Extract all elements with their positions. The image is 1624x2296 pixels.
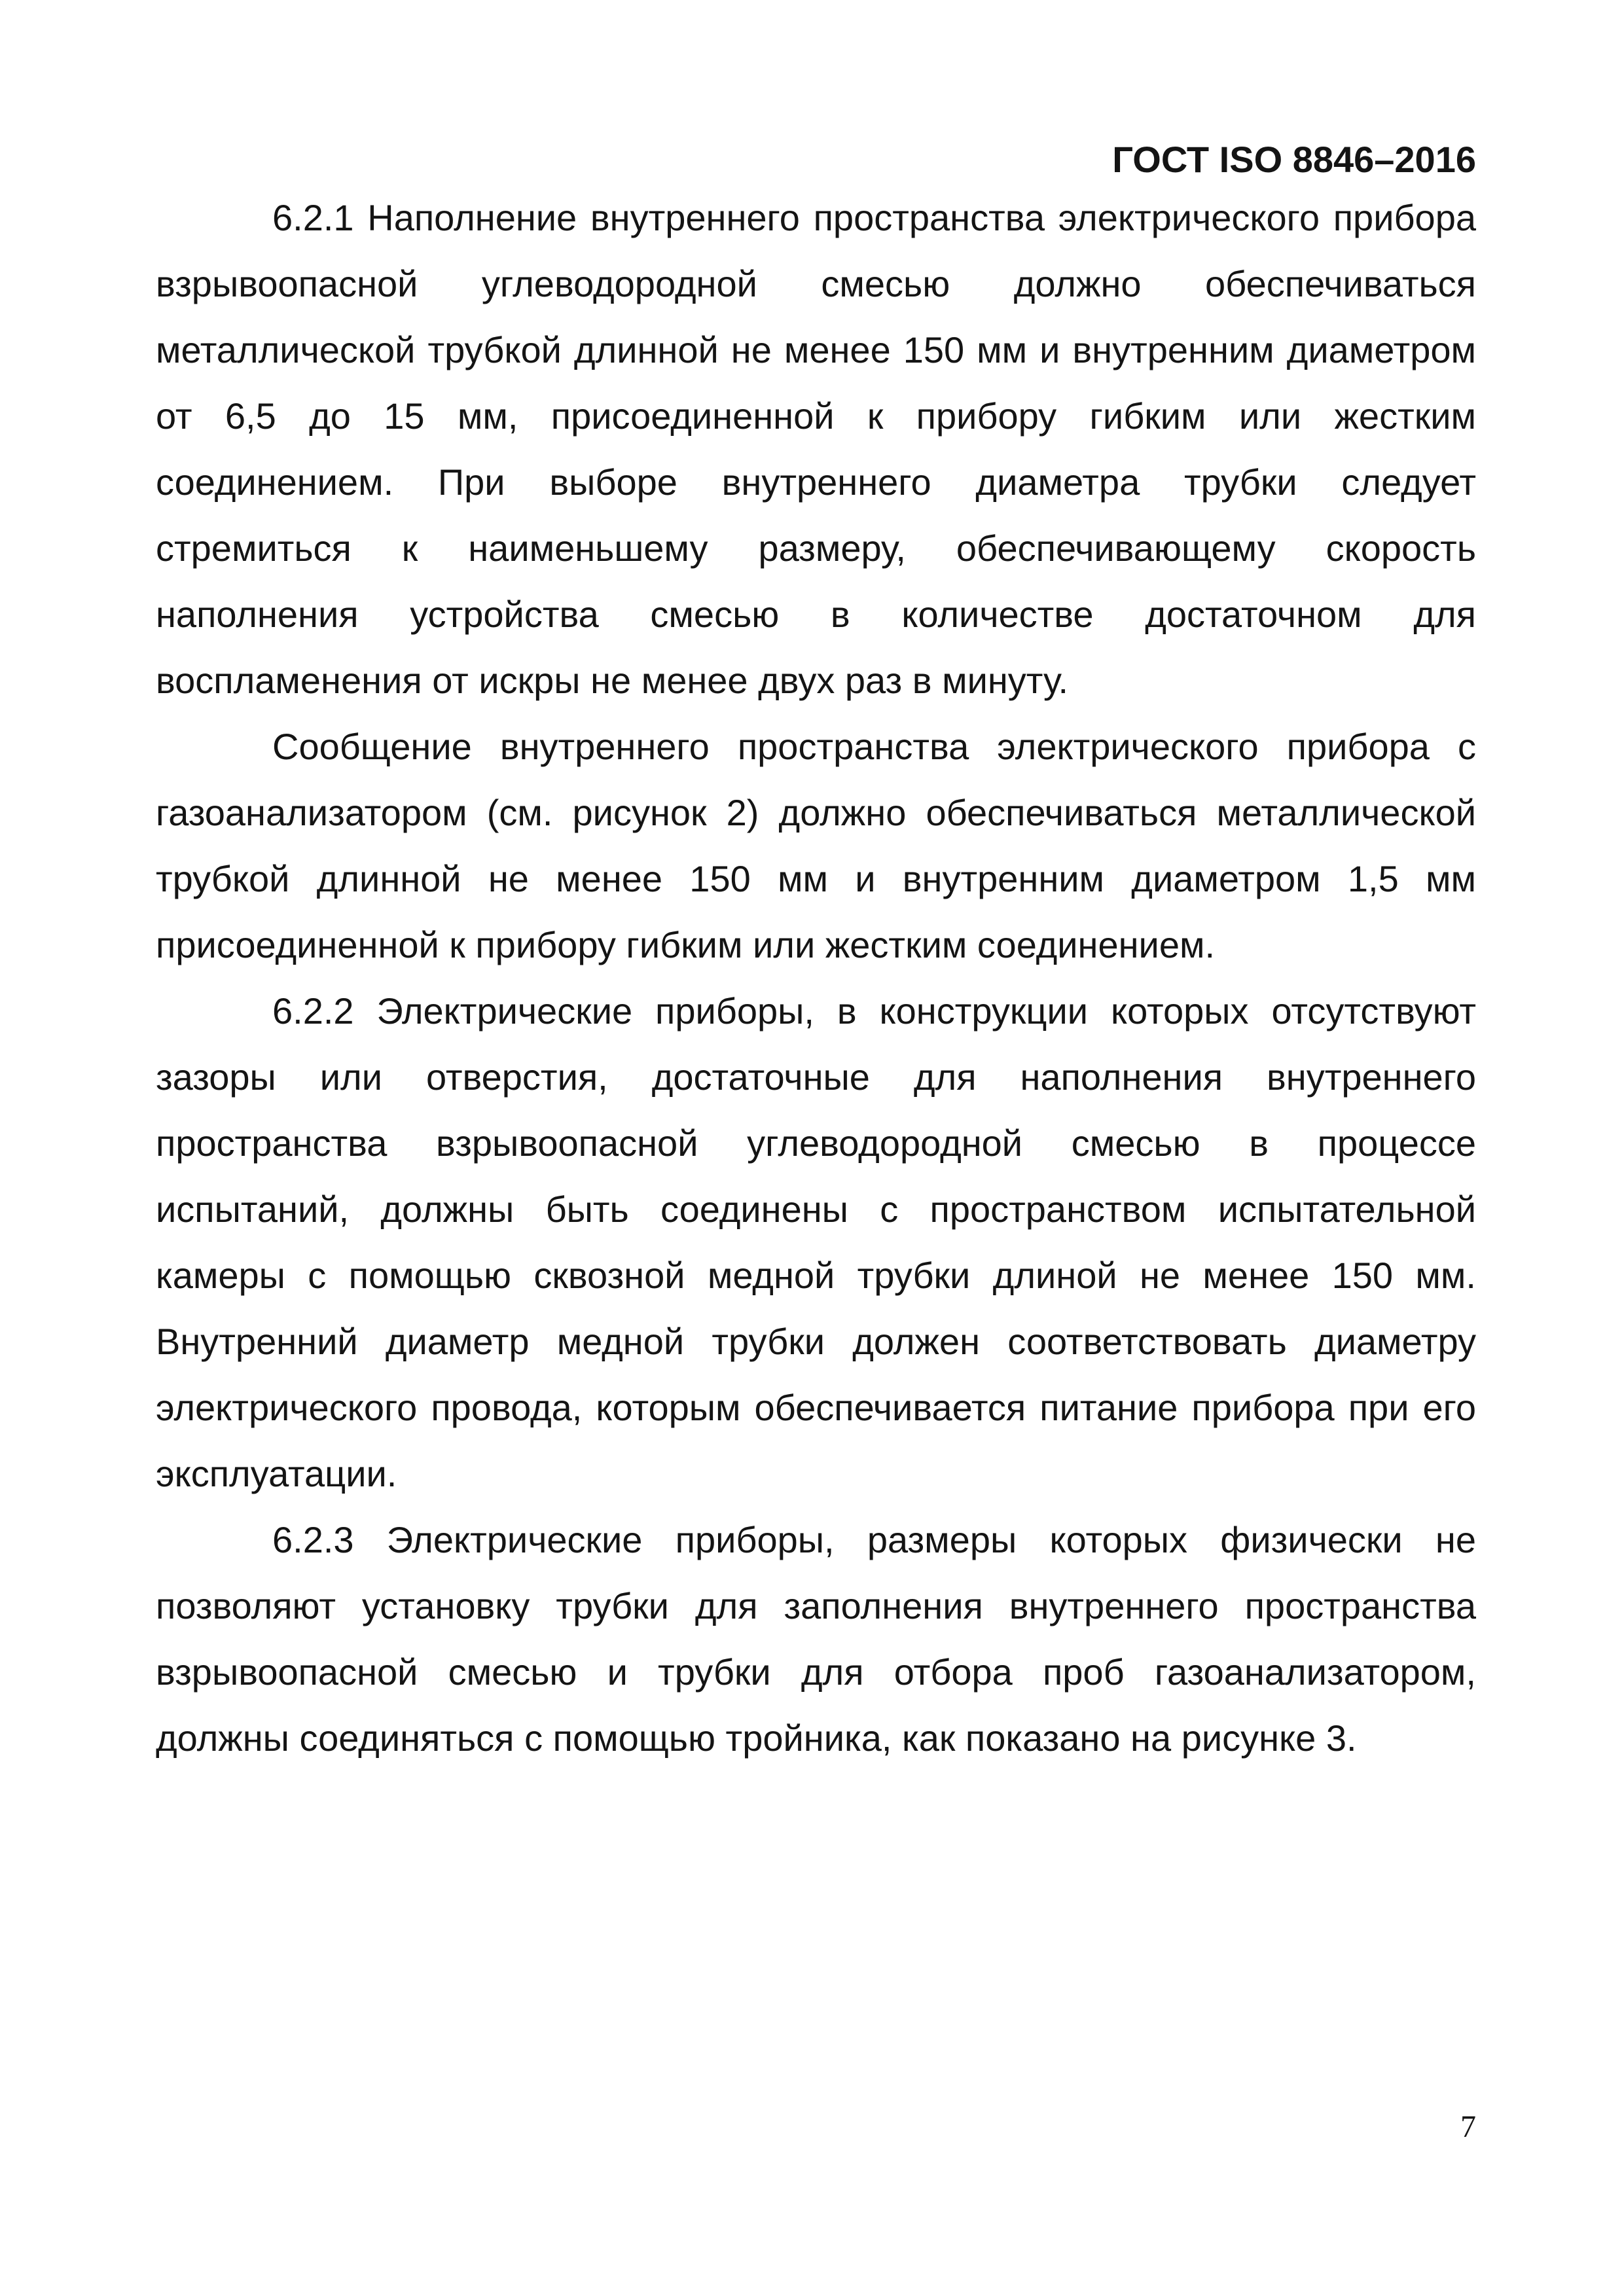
page-number: 7 xyxy=(1460,2109,1476,2144)
document-body xyxy=(156,185,1476,1771)
standard-designation: ГОСТ ISO 8846–2016 xyxy=(1112,139,1476,180)
paragraph-6-2-3: 6.2.3 Электрические приборы, размеры которых физически не позволяют установку трубки для заполнения внутреннего пространства взрывоопасной смесью и трубки для отбора проб газоанализатором, должны соединяться с помощью тройника, как показано на рисунке 3. xyxy=(156,1519,1476,1759)
paragraph-6-2-2: 6.2.2 Электрические приборы, в конструкции которых отсутствуют зазоры или отверстия, достаточные для наполнения внутреннего пространства взрывоопасной углеводородной смесью в процессе испытаний, должны быть соединены с пространством испытательной камеры с помощью сквозной медной трубки длиной не менее 150 мм. Внутренний диаметр медной трубки должен соответствовать диаметру электрического провода, которым обеспечивается питание прибора при его эксплуатации. xyxy=(156,990,1476,1494)
paragraph-6-2-1: 6.2.1 Наполнение внутреннего пространства электрического прибора взрывоопасной углеводородной смесью должно обеспечиваться металлической трубкой длинной не менее 150 мм и внутренним диаметром от 6,5 до 15 мм, присоединенной к прибору гибким или жестким соединением. При выборе внутреннего диаметра трубки следует стремиться к наименьшему размеру, обеспечивающему скорость наполнения устройства смесью в количестве достаточном для воспламенения от искры не менее двух раз в минуту. xyxy=(156,197,1476,701)
paragraph-gas-analyzer-connection: Сообщение внутреннего пространства электрического прибора с газоанализатором (см. рисунок 2) должно обеспечиваться металлической трубкой длинной не менее 150 мм и внутренним диаметром 1,5 мм присоединенной к прибору гибким или жестким соединением. xyxy=(156,726,1476,965)
